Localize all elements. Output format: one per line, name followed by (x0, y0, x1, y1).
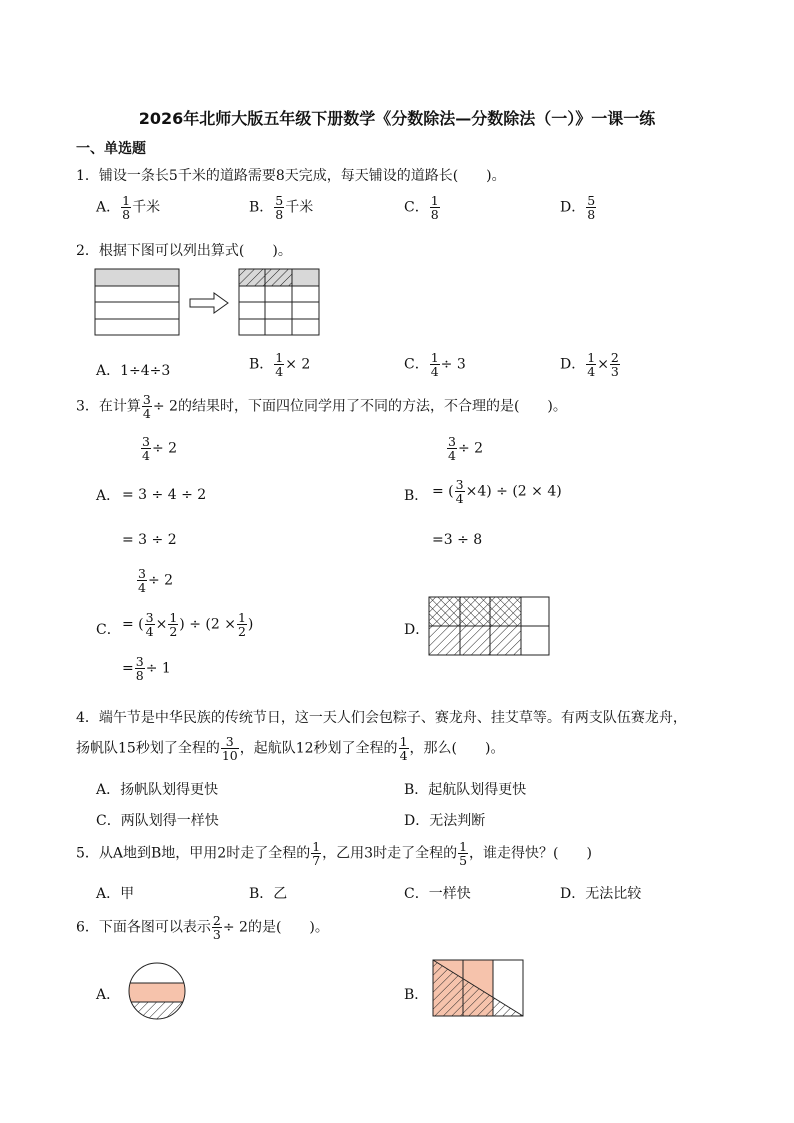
q4-option-b[interactable]: B．起航队划得更快 (404, 782, 527, 798)
q3-c-head: $\frac{3}{4}$ ÷ 2 (138, 566, 174, 595)
q5-option-a[interactable]: A．甲 (96, 886, 135, 902)
page-title: 2026年北师大版五年级下册数学《分数除法—分数除法（一）》一课一练 (138, 109, 656, 128)
q5-option-d[interactable]: D．无法比较 (560, 886, 642, 902)
fraction: $\frac{1}{8}$ (122, 193, 131, 222)
q3-option-a[interactable]: A． (96, 488, 121, 504)
q3-c-step-2: = $\frac{3}{8}$ ÷ 1 (122, 654, 171, 683)
q6-option-a[interactable]: A． (96, 987, 121, 1003)
q6-a-figure (120, 962, 194, 1020)
q5-option-b[interactable]: B．乙 (249, 886, 288, 902)
q3-c-step-1: = ( $\frac{3}{4}$ × $\frac{1}{2}$ ) ÷ (2 × $\frac{1}{2}$ ) (122, 610, 254, 639)
q4-option-c[interactable]: C．两队划得一样快 (96, 813, 219, 829)
q3-b-step-1: = ( $\frac{3}{4}$ ×4) ÷ (2 × 4) (432, 477, 562, 506)
question-5-stem: 5．从A地到B地，甲用2时走了全程的 $\frac{1}{7}$ ，乙用3时走了全程的 $\frac{1}{5}$ ，谁走得快？( ) (76, 839, 592, 868)
q4-option-d[interactable]: D．无法判断 (404, 813, 486, 829)
question-6-stem: 6．下面各图可以表示 $\frac{2}{3}$ ÷ 2的是( )。 (76, 913, 329, 942)
q2-option-a[interactable]: A．1÷4÷3 (96, 363, 171, 379)
q3-option-d[interactable]: D． (404, 622, 430, 638)
q3-a-step-1: = 3 ÷ 4 ÷ 2 (122, 487, 207, 503)
q6-b-figure (432, 959, 526, 1019)
q2-option-b[interactable]: B． $\frac{1}{4}$ × 2 (249, 350, 311, 379)
q3-a-head: $\frac{3}{4}$ ÷ 2 (142, 434, 178, 463)
q3-b-head: $\frac{3}{4}$ ÷ 2 (448, 434, 484, 463)
q4-option-a[interactable]: A．扬帆队划得更快 (96, 782, 219, 798)
q1-option-c[interactable]: C． $\frac{1}{8}$ (404, 193, 439, 222)
q6-option-b[interactable]: B． (404, 987, 429, 1003)
q3-a-step-2: = 3 ÷ 2 (122, 532, 177, 548)
question-3-stem: 3．在计算 $\frac{3}{4}$ ÷ 2的结果时，下面四位同学用了不同的方法，不合理的是( )。 (76, 392, 567, 421)
q5-option-c[interactable]: C．一样快 (404, 886, 471, 902)
question-2-stem: 2．根据下图可以列出算式( )。 (76, 243, 292, 259)
q3-option-c[interactable]: C． (96, 622, 121, 638)
q3-b-step-2: =3 ÷ 8 (432, 532, 483, 548)
q2-option-d[interactable]: D． $\frac{1}{4}$ × $\frac{2}{3}$ (560, 350, 619, 379)
section-heading: 一、单选题 (76, 141, 146, 157)
question-4-stem-2: 扬帆队15秒划了全程的 $\frac{3}{10}$ ，起航队12秒划了全程的 $\frac{1}{4}$ ，那么( )。 (76, 734, 505, 763)
q3-option-b[interactable]: B． (404, 488, 429, 504)
q1-option-a[interactable]: A． $\frac{1}{8}$ 千米 (96, 193, 161, 222)
question-1-stem: 1．铺设一条长5千米的道路需要8天完成，每天铺设的道路长( )。 (76, 168, 506, 184)
question-4-stem: 4．端午节是中华民族的传统节日，这一天人们会包粽子、赛龙舟、挂艾草等。有两支队伍赛龙舟， (76, 710, 687, 726)
q2-figure (94, 268, 324, 338)
q3-d-figure (428, 596, 552, 658)
q2-option-c[interactable]: C． $\frac{1}{4}$ ÷ 3 (404, 350, 466, 379)
q1-option-b[interactable]: B． $\frac{5}{8}$ 千米 (249, 193, 314, 222)
q1-option-d[interactable]: D． $\frac{5}{8}$ (560, 193, 596, 222)
